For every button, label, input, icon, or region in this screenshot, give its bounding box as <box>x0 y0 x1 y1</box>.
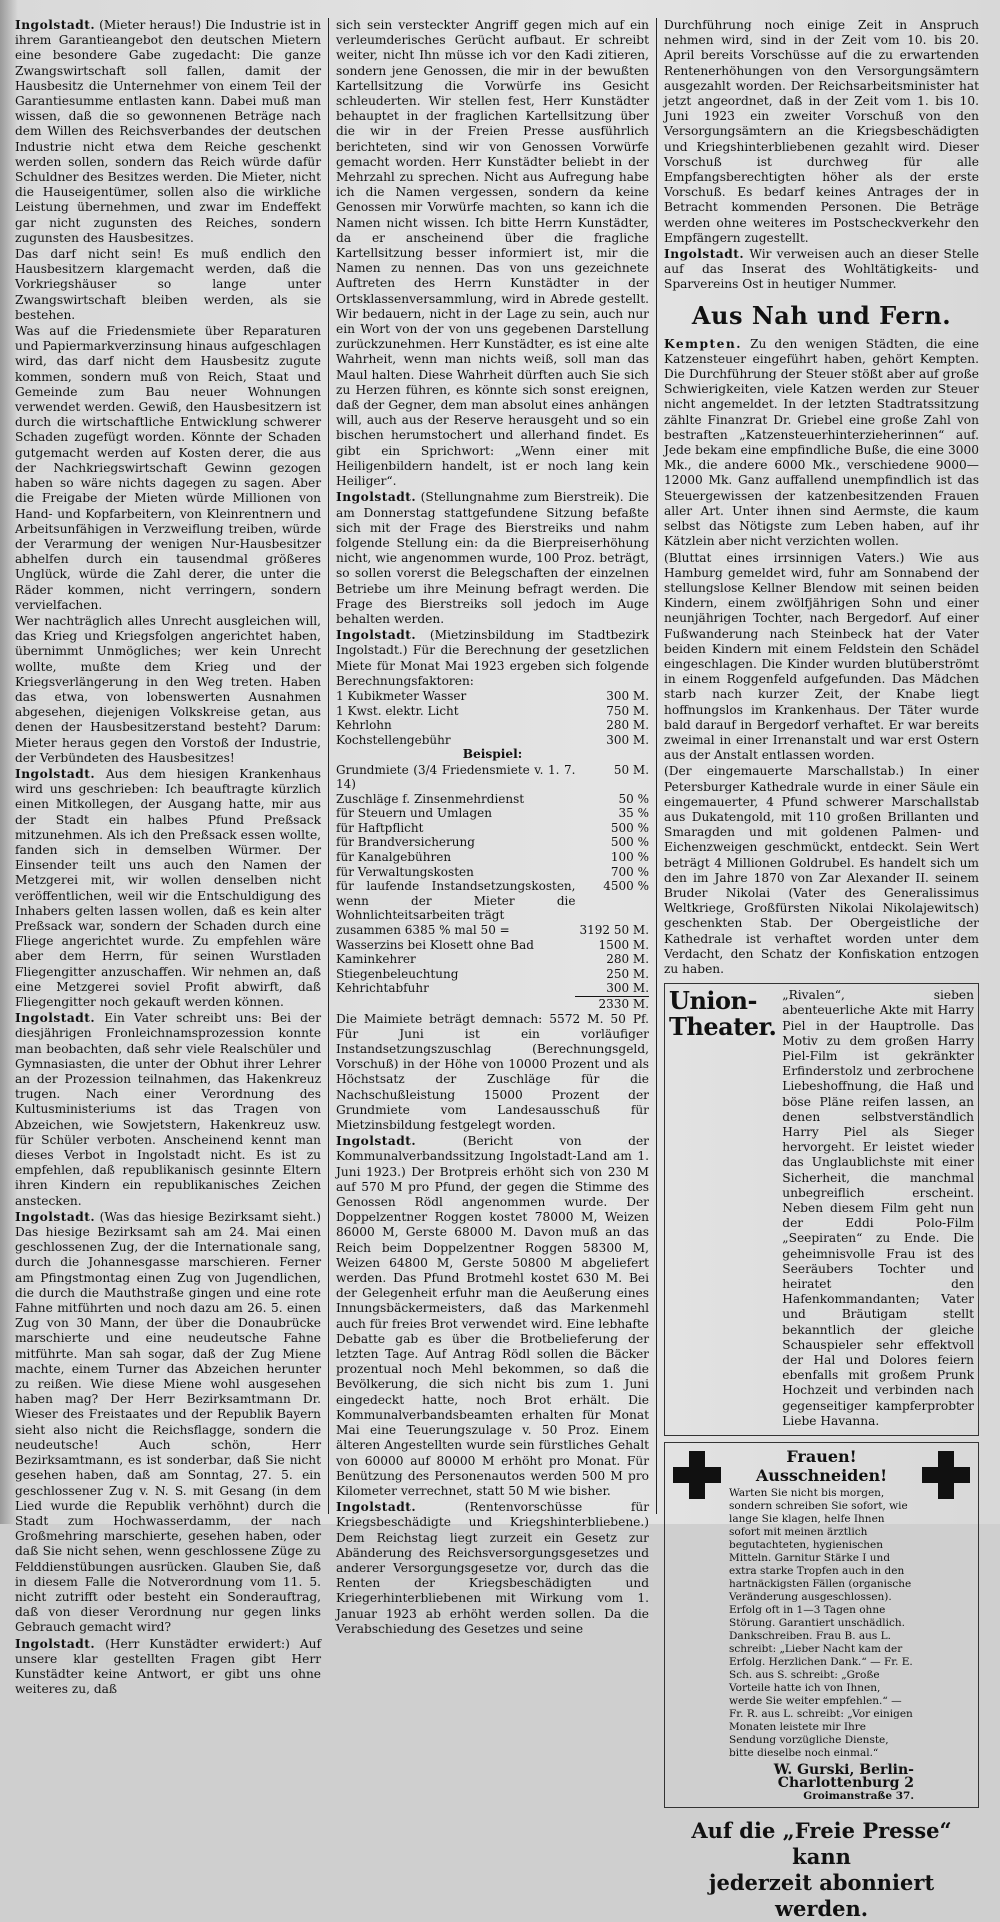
frauen-ad-body: Warten Sie nicht bis morgen, sondern schreiben Sie sofort, wie lange Sie klagen, helfe Ihnen sofort mit meinen ärztlich begutachteten, hygienischen Mitteln. Garnitur Stärke I und extra starke Tropfen auch in den hartnäckigsten Fällen (organische Veränderung ausgeschlossen). Erfolg oft in 1—3 Tagen ohne Störung. Garantiert unschädlich. Dankschreiben. Frau B. aus L. schreibt: „Lieber Nacht kam der Erfolg. Herzlichen Dank.“ — Fr. E. Sch. aus S. schreibt: „Große Vorteile hatte ich von Ihnen, werde Sie weiter empfehlen.“ — Fr. R. aus L. schreibt: „Vor einigen Monaten leistete mir Ihre Sendung vorzügliche Dienste, bitte dieselbe noch einmal.“ <box>729 1487 913 1760</box>
column-container <box>8 18 986 1922</box>
article-dateline: Ingolstadt. <box>15 1636 96 1651</box>
row-value: 300 M. <box>606 732 650 747</box>
row-label: Stiegenbeleuchtung <box>336 966 459 981</box>
row-value: 700 % <box>610 864 650 879</box>
union-theater-ad <box>664 983 979 1436</box>
article-text: Zu den wenigen Städten, die eine Katzensteuer eingeführt haben, gehört Kempten. Die Durchführung der Steuer stößt aber auf große Schwierigkeiten, viele Katzen werden zur Steuer nicht angemeldet. In der letzten Stadtratssitzung zählte Finanzrat Dr. Griebel eine große Zahl von bestraften „Katzensteuerhinterzieherinnen“ auf. Jede bekam eine empfindliche Buße, die eine 3000 Mk., die andere 6000 Mk., verschiedene 9000—12000 Mk. Ganz auffallend unempfindlich ist das Steuergewissen der katzenbesitzenden Frauen aller Art. Unter ihnen sind Aermste, die kaum selbst das Nötigste zum Leben haben, auf ihr Kätzlein aber nicht verzichten wollen. <box>664 336 979 549</box>
example-total: 2330 M. <box>575 997 649 1012</box>
row-value: 100 % <box>610 850 650 865</box>
row-value: 35 % <box>618 806 650 821</box>
article-dateline: Ingolstadt. <box>336 628 417 643</box>
article-text: (Mietzinsbildung im Stadtbezirk Ingolstadt.) Für die Berechnung der gesetzlichen Miete für Monat Mai 1923 ergeben sich folgende Berechnungsfaktoren: <box>336 628 650 688</box>
promo-line-1: Auf die „Freie Presse“ kann <box>691 1818 952 1870</box>
article-paragraph: Durchführung noch einige Zeit in Anspruch nehmen wird, sind in der Zeit vom 10. bis 20. April bereits Vorschüsse auf die zu erwartenden Rentenerhöhungen von den Versorgungsämtern ausgezahlt worden. Der Reichsarbeitsminister hat jetzt angeordnet, daß in der Zeit vom 1. bis 10. Juni 1923 ein zweiter Vorschuß von den Versorgungsämtern an die Kriegsbeschädigten und Kriegshinterbliebenen gezahlt wird. Dieser Vorschuß ist durchweg für alle Empfangsberechtigten höher als der erste Vorschuß. Es bedarf keines Antrages der in Betracht kommenden Personen. Die Beträge werden ohne weiteres im Postscheckverkehr den Empfängern zugestellt. <box>664 18 979 245</box>
article-text: (Was das hiesige Bezirksamt sieht.) Das hiesige Bezirksamt sah am 24. Mai einen geschlossenen Zug, der die Internationale sang, durch die Johannesgasse marschieren. Ferner am Pfingstmontag einen Zug von Jugendlichen, die durch die Mauthstraße gingen und eine rote Fahne mitführten und noch dazu am 26. 5. einen Zug von 30 Mann, der über die Donaubrücke marschierte und eine neudeutsche Fahne mitführte. Man sah sogar, daß der Zug Miene machte, einem Turner das Abzeichen herunter zu reißen. Wie diese Miene wohl ausgesehen haben mag? Der Herr Bezirksamtmann Dr. Wieser des Freistaates und der Republik Bayern sieht also nicht die Reichsflagge, sondern die neudeutsche! Auch schön, Herr Bezirksamtmann, es ist sonderbar, daß Sie nicht gesehen haben, daß am Sonntag, 27. 5. ein geschlossener Zug v. N. S. mit Gesang (in dem Lied wurde die Republik verhöhnt) durch die Stadt zum Hochwasserdamm, der nach Großmehring marschierte, gesehen haben, oder daß Sie nicht sehen, wenn geschlossene Züge zu Felddienstübungen ausrücken. Glauben Sie, daß in diesem Falle die Notverordnung vom 11. 5. nicht zutrifft oder besteht ein Sonderauftrag, daß von dieser Verordnung nur gegen links Gebrauch gemacht wird? <box>15 1209 322 1635</box>
table-row <box>336 997 649 1012</box>
row-value: 280 M. <box>606 952 650 967</box>
row-label: Kaminkehrer <box>336 952 416 967</box>
table-row <box>336 952 649 967</box>
article-kommunalverband <box>336 1134 649 1499</box>
row-value: 250 M. <box>606 966 650 981</box>
row-label: Grundmiete (3/4 Friedensmiete v. 1. 7. 14) <box>336 762 576 792</box>
table-row <box>336 821 649 836</box>
article-paragraph: Was auf die Friedensmiete über Reparaturen und Papiermarkverzinsung hinaus aufgeschlagen wird, das darf nicht dem Hausbesitz zugute kommen, sondern muß von Reich, Staat und Gemeinde zum Bau neuer Wohnungen verwendet werden. Gewiß, den Hausbesitzern ist durch die wirtschaftliche Entwicklung schwerer Schaden zugefügt worden. Könnte der Schaden gutgemacht werden auf Kosten derer, die aus der Nachkriegswirtschaft Gewinn gezogen haben so wäre nichts dagegen zu sagen. Aber die Freigabe der Mieten würde Millionen von Hand- und Kopfarbeitern, von Kleinrentnern und Arbeitsunfähigen in Verzweiflung treiben, würde der Verarmung der wenigen Nur-Hausbesitzer abhelfen durch ein tausendmal größeres Unglück, würde die Zahl derer, die unter die Räder kommen, nicht verringern, sondern vervielfachen. <box>15 324 322 612</box>
article-text: (Herr Kunstädter erwidert:) Auf unsere klar gestellten Fragen gibt Herr Kunstädter keine Antwort, er gibt uns ohne weiteres zu, daß <box>15 1636 322 1697</box>
table-row <box>336 981 649 996</box>
article-paragraph: Wer nachträglich alles Unrecht ausgleichen will, das Krieg und Kriegsfolgen angerichtet haben, übernimmt Unmögliches; wer kein Unrecht wollte, mußte dem Krieg und der Kriegsverlängerung in den Weg treten. Haben das etwa, von lobenswerten Ausnahmen abgesehen, diejenigen Volkskreise getan, aus denen der Hausbesitzerstand besteht? Darum: Mieter heraus gegen den Vorstoß der Industrie, der Verbündeten des Hausbesitzes! <box>15 613 322 765</box>
article-kempten <box>664 337 979 550</box>
example-label: Beispiel: <box>462 747 523 762</box>
table-row <box>336 835 649 850</box>
article-dateline: Ingolstadt. <box>15 18 96 32</box>
article-text: (Stellungnahme zum Bierstreik). Die am Donnerstag stattgefundene Sitzung befaßte sich mit der Frage des Bierstreiks und nahm folgende Stellung ein: da die Bierpreiserhöhung nicht, wie angenommen wurde, 100 Proz. beträgt, so sollen vorerst die Belegschaften der einzelnen Betriebe um ihre Meinung befragt werden. Die Frage des Bierstreiks soll jedoch im Auge behalten werden. <box>336 490 650 626</box>
cross-icon <box>673 1451 721 1499</box>
article-marschallstab: (Der eingemauerte Marschallstab.) In einer Petersburger Kathedrale wurde in einer Säule ein eingemauerter, 4 Pfund schwerer Marschallstab aus Dukatengold, mit 110 großen Brillanten und Smaragden und mit goldenen Palmen- und Eichenzweigen geschmückt, entdeckt. Sein Wert beträgt 4 Millionen Goldrubel. Es handelt sich um den im Jahre 1870 von Zar Alexander II. seinem Bruder Nikolai (Vater des Generalissimus Weltkriege, Großfürsten Nikolai Nikolajewitsch) geschenkten Stab. Der Obergeistliche der Kathedrale ist verhaftet worden unter dem Verdacht, den Schatz der Konfiskation entzogen zu haben. <box>664 764 979 976</box>
article-dateline: Ingolstadt. <box>15 1209 96 1224</box>
factors-table <box>336 689 649 747</box>
row-label: Kehrlohn <box>336 718 392 733</box>
article-text: (Bericht von der Kommunalverbandssitzung Ingolstadt-Land am 1. Juni 1923.) Der Brotpreis erhöht sich von 230 M auf 570 M pro Pfund, der gegen die Stimme des Genossen Rödl angenommen wurde. Der Doppelzentner Roggen kostet 78000 M, Weizen 86000 M, Gerste 68000 M. Davon muß an das Reich beim Doppelzentner Roggen 58300 M, Weizen 64800 M, Gerste 50800 M abgeliefert werden. Das Pfund Brotmehl kostet 630 M. Bei der Gelegenheit erfuhr man die Aeußerung eines Innungsbäckermeisters, daß das Markenmehl auch für freies Brot verwendet wird. Eine lebhafte Debatte gab es über die Brotbelieferung der letzten Tage. Auf Antrag Rödl sollen die Bäcker prozentual noch Mehl bekommen, so daß die Bevölkerung, die sich nicht bis zum 1. Juni eingedeckt hatte, noch Brot erhält. Die Kommunalverbandsbeamten erhalten für Monat Mai eine Teuerungszulage v. 50 Proz. Einem älteren Angestellten wurde sein fürstliches Gehalt von 60000 auf 80000 M erhöht pro Monat. Für Benützung des Personenautos werden 500 M pro Kilometer verrechnet, statt 50 M wie bisher. <box>336 1134 650 1498</box>
row-value: 4500 % <box>603 879 650 894</box>
row-label: Wasserzins bei Klosett ohne Bad <box>336 937 534 952</box>
union-theater-title: Union-Theater. <box>669 986 777 1042</box>
article-dateline: Ingolstadt. <box>336 1134 417 1149</box>
table-row <box>336 865 649 880</box>
row-value: 50 M. <box>613 762 650 777</box>
row-value: 3192 50 M. <box>579 923 650 938</box>
row-label: 1 Kubikmeter Wasser <box>336 688 467 703</box>
table-row <box>336 718 649 733</box>
table-row <box>336 938 649 953</box>
column-3 <box>656 18 986 1922</box>
table-row <box>336 704 649 719</box>
row-label: Zuschläge f. Zinsenmehrdienst <box>336 791 525 806</box>
row-value: 500 % <box>610 820 650 835</box>
table-row <box>336 733 649 748</box>
row-value: 750 M. <box>606 703 650 718</box>
row-value: 1500 M. <box>598 937 650 952</box>
section-heading: Aus Nah und Fern. <box>691 300 952 330</box>
article-dateline: Ingolstadt. <box>336 490 417 505</box>
row-value: 500 % <box>610 835 650 850</box>
row-label: für Verwaltungskosten <box>336 864 474 879</box>
column-2 <box>328 18 656 1636</box>
frauen-ad-headline: Frauen! Ausschneiden! <box>755 1447 888 1486</box>
table-row <box>336 923 649 938</box>
row-value: 50 % <box>618 791 650 806</box>
table-row <box>336 763 649 792</box>
subscription-promo <box>664 1818 979 1922</box>
union-theater-text: „Rivalen“, sieben abenteuerliche Akte mit Harry Piel in der Hauptrolle. Das Motiv zu dem großen Harry Piel-Film ist gekränkter Erfinderstolz und zerbrochene Liebeshoffnung, die Haß und böse Pläne reifen lassen, an denen selbstverständlich Harry Piel als Sieger hervorgeht. Er leistet wieder das Unglaublichste mit einer Sicherheit, die manchmal unbegreiflich erscheint. Neben diesem Film geht nun der Eddi Polo-Film „Seepiraten“ zu Ende. Die geheimnisvolle Frau ist des Seeräubers Tochter und heiratet den Hafenkommandanten; Vater und Bräutigam stellt bekanntlich der gleiche Schauspieler sehr effektvoll der Hal und Dolores feiern ebenfalls mit großem Prunk Hochzeit und verbinden nach gegenseitiger kampferprobter Liebe Havanna. <box>782 988 974 1428</box>
column-1 <box>8 18 328 1697</box>
example-table <box>336 763 649 1012</box>
article-dateline: Ingolstadt. <box>15 766 96 781</box>
article-paragraph: Das darf nicht sein! Es muß endlich den Hausbesitzern klargemacht werden, daß die Vorkriegshäuser so lange unter Zwangswirtschaft bleiben werden, als sie bestehen. <box>15 247 322 322</box>
table-row <box>336 850 649 865</box>
article-bezirksamt <box>15 1210 321 1636</box>
row-label: 1 Kwst. elektr. Licht <box>336 703 459 718</box>
article-bluttat: (Bluttat eines irrsinnigen Vaters.) Wie aus Hamburg gemeldet wird, fuhr am Sonnabend der stellungslose Kellner Blendow mit seinen beiden Kindern, einem zwölfjährigen Sohn und einer neunjährigen Tochter, nach Bergedorf. Auf einer Fußwanderung nach Steinbeck hat der Vater beiden Kindern mit einem Feldstein den Schädel eingeschlagen. Die Kinder wurden blutüberströmt in einem Roggenfeld aufgefunden. Das Mädchen starb nach kurzer Zeit, der Knabe liegt hoffnungslos im Krankenhaus. Der Täter wurde bald darauf in Bergedorf verhaftet. Er war bereits zweimal in einer Irrenanstalt und war erst Ostern aus der Anstalt entlassen worden. <box>664 550 979 763</box>
row-value: 280 M. <box>606 718 650 733</box>
row-value: 300 M. <box>606 981 650 996</box>
row-label: für Brandversicherung <box>336 835 475 850</box>
row-label: für Steuern und Umlagen <box>336 806 492 821</box>
table-row <box>336 806 649 821</box>
article-mieter-heraus <box>15 18 321 246</box>
table-row <box>336 879 649 923</box>
cross-icon <box>922 1451 970 1499</box>
article-text: Ein Vater schreibt uns: Bei der diesjährigen Fronleichnamsprozession konnte man beobachten, daß sehr viele Realschüler und Gymnasiasten, die unter der Obhut ihrer Lehrer an der Prozession teilnahmen, das Hakenkreuz trugen. Nach einer Verordnung des Kultusministeriums ist das Tragen von Abzeichen, wie Sowjetstern, Hakenkreuz usw. für Schüler verboten. Anscheinend kennt man dieses Verbot in Ingolstadt nicht. Es ist zu empfehlen, daß republikanisch gesinnte Eltern ihren Kindern ein republikanisches Zeichen anstecken. <box>15 1011 322 1208</box>
row-label: für Kanalgebühren <box>336 850 452 865</box>
table-row <box>336 689 649 704</box>
article-kunstaedter <box>15 1637 321 1698</box>
article-text: Wir verweisen auch an dieser Stelle auf das Inserat des Wohltätigkeits- und Sparvereins Ost in heutiger Nummer. <box>664 247 979 292</box>
promo-line-2: jederzeit abonniert werden. <box>708 1870 935 1922</box>
article-wohltaetigkeit <box>664 247 979 293</box>
article-krankenhaus <box>15 767 321 1010</box>
row-label: für Haftpflicht <box>336 820 424 835</box>
row-label: Kehrichtabfuhr <box>336 981 429 996</box>
article-dateline: Ingolstadt. <box>664 247 745 262</box>
frauen-ad <box>664 1442 979 1808</box>
row-label: zusammen 6385 % mal 50 = <box>336 923 510 938</box>
article-text: (Mieter heraus!) Die Industrie ist in ihrem Garantieangebot den deutschen Mietern eine besondere Gabe zugedacht: Die ganze Zwangswirtschaft soll fallen, damit der Hausbesitz die Unternehmer von einem Teil der Garantiesumme entlasten kann. Dabei muß man wissen, daß die so gewonnenen Beträge nach dem Willen des Reichsverbandes der deutschen Industrie nicht etwa dem Reiche geschenkt werden sollen, sondern das Reich würde dafür Schuldner des Besitzes werden. Die Mieter, nicht die Hauseigentümer, sollen also die wirkliche Leistung übernehmen, und zwar im Endeffekt gar nicht zugunsten des Reiches, sondern zugunsten des Hausbesitzes. <box>15 18 322 245</box>
article-bierstreik <box>336 490 649 627</box>
row-label: Kochstellengebühr <box>336 732 451 747</box>
article-text: Aus dem hiesigen Krankenhaus wird uns geschrieben: Ich beauftragte kürzlich einen Mitkollegen, der Ausgang hatte, mir aus der Stadt ein halbes Pfund Preßsack mitzunehmen. Als ich den Preßsack essen wollte, fanden sich in demselben Würmer. Der Einsender teilt uns auch den Namen der Metzgerei mit, wir wollen denselben nicht veröffentlichen, weil wir die Entschuldigung des Inhabers gelten lassen wollen, daß es kein alter Preßsack war, sondern der Schaden durch eine Fliege angerichtet wurde. Zu empfehlen wäre aber dem Herrn, für seinen Wurstladen Fliegengitter anzuschaffen. Wir nehmen an, daß eine Metzgerei soviel Profit abwirft, daß Fliegengitter noch gekauft werden können. <box>15 766 322 1009</box>
article-dateline: Kempten. <box>664 336 742 351</box>
article-rentenvorschuesse <box>336 1500 649 1637</box>
article-mietzinsbildung <box>336 628 649 689</box>
article-text: (Rentenvorschüsse für Kriegsbeschädigte und Kriegshinterbliebene.) Dem Reichstag liegt zurzeit ein Gesetz zur Abänderung des Reichsversorgungsgesetzes und anderer Versorgungsgesetze vor, durch das die Renten der Kriegsbeschädigten und Kriegerhinterbliebenen mit Wirkung vom 1. Januar 1923 ab erhöht werden sollen. Da die Verabschiedung des Gesetzes und seine <box>336 1500 650 1636</box>
article-dateline: Ingolstadt. <box>336 1500 417 1515</box>
frauen-ad-address: Groimanstraße 37. <box>803 1790 914 1803</box>
table-row <box>336 967 649 982</box>
row-value: 300 M. <box>606 688 650 703</box>
article-paragraph: sich sein versteckter Angriff gegen mich auf ein verleumderisches Gerücht aufbaut. Er schreibt weiter, nicht Ihn müsse ich vor den Kadi zitieren, sondern jene Genossen, die mir in der bewußten Kartellsitzung die Vorwürfe ins Gesicht schleuderten. Wir stellen fest, Herr Kunstädter behauptet in der fraglichen Kartellsitzung über die wir in der Freien Presse ausführlich berichteten, sind wir von Genossen Vorwürfe gemacht worden. Herr Kunstädter beliebt in der Mehrzahl zu sprechen. Nicht aus Aufregung habe ich die Namen vergessen, sondern da keine Genossen mir Vorwürfe machten, so kann ich die Namen nicht wissen. Ich bitte Herrn Kunstädter, da er anscheinend über die fragliche Kartellsitzung besser informiert ist, mir die Namen zu nennen. Das von uns gezeichnete Auftreten des Herrn Kunstädter in der Ortsklassenversammlung, wird in Abrede gestellt. Wir bedauern, nicht in der Lage zu sein, auch nur ein Wort von der von uns gegebenen Darstellung zurückzunehmen. Herr Kunstädter, es ist eine alte Wahrheit, wenn man nichts weiß, soll man das Maul halten. Diese Wahrheit dürften auch Sie sich zu Herzen führen, es könnte sich sonst ereignen, daß der Gegner, dem man absolut eines anhängen will, auch aus der Reserve herausgeht und so ein bischen herumstochert und allerhand findet. Es gibt ein Sprichwort: „Wenn einer mit Heiligenbildern handelt, ist er noch lang kein Heiliger“. <box>336 18 650 489</box>
frauen-ad-signature: W. Gurski, Berlin-Charlottenburg 2 <box>773 1762 914 1792</box>
row-label: für laufende Instandsetzungskosten, wenn der Mieter die Wohnlichteitsarbeiten trägt <box>336 879 576 923</box>
article-dateline: Ingolstadt. <box>15 1011 96 1026</box>
table-row <box>336 792 649 807</box>
article-paragraph: Die Maimiete beträgt demnach: 5572 M. 50 Pf. Für Juni ist ein vorläufiger Instandsetzungszuschlag (Berechnungsgeld, Vorschuß) in der Höhe von 10000 Prozent und als Höchstsatz der Zuschläge für die Nachschußleistung 15000 Prozent der Grundmiete vom Landesausschuß für Mietzinsbildung festgelegt worden. <box>336 1011 650 1133</box>
article-hakenkreuz <box>15 1011 321 1209</box>
